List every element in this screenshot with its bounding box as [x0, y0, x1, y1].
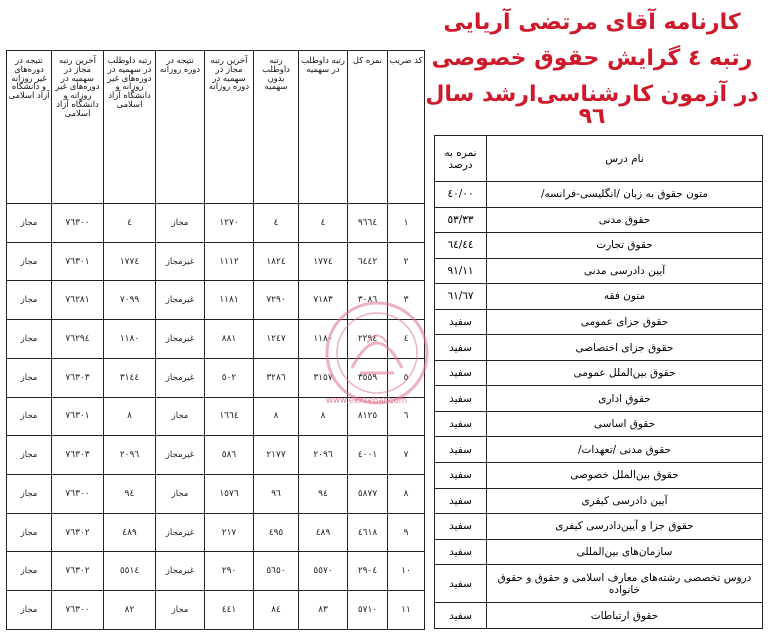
- rank-table-row: [7, 436, 425, 475]
- cell-total: ٥٨٧٧: [348, 475, 388, 514]
- subject-row: [435, 207, 763, 233]
- subject-name: سازمان‌های بین‌المللی: [487, 539, 763, 565]
- subject-name: حقوق اداری: [487, 386, 763, 412]
- header-rank-no-quota: رتبه داوطلب بدون سهمیه: [254, 51, 299, 204]
- cell-rank-no-quota: ٩٦: [254, 475, 299, 514]
- cell-rank-no-quota: ٤٩٥: [254, 513, 299, 552]
- cell-rank-nonday: ١٧٧٤: [104, 242, 156, 281]
- cell-rank-no-quota: ٧٢٩٠: [254, 281, 299, 320]
- cell-result-nonday: مجاز: [7, 513, 52, 552]
- subject-name: متون فقه: [487, 284, 763, 310]
- subject-name: حقوق جزای اختصاصی: [487, 335, 763, 361]
- cell-rank-nonday: ٣١٤٤: [104, 358, 156, 397]
- cell-last-rank: ٨٨١: [205, 320, 254, 359]
- cell-rank-quota: ٤: [299, 204, 348, 243]
- subjects-table: [434, 135, 763, 629]
- subject-score: سفید: [435, 437, 487, 463]
- subject-name: آیین دادرسی کیفری: [487, 488, 763, 514]
- cell-last-rank: ١٦٦٤: [205, 397, 254, 436]
- subject-name: دروس تخصصی رشته‌های معارف اسلامی و حقوق و حقوق خانواده: [487, 565, 763, 603]
- cell-last-rank-nonday: ٧٦٢٩٤: [52, 320, 104, 359]
- subject-score: ٩١/١١: [435, 258, 487, 284]
- cell-rank-nonday: ٩٤: [104, 475, 156, 514]
- cell-rank-nonday: ٤: [104, 204, 156, 243]
- subject-row: [435, 386, 763, 412]
- subject-score: سفید: [435, 463, 487, 489]
- cell-last-rank: ١١٨١: [205, 281, 254, 320]
- cell-code: ١١: [388, 591, 425, 630]
- subject-row: [435, 603, 763, 629]
- subject-name: حقوق ارتباطات: [487, 603, 763, 629]
- cell-rank-nonday: ٥٥١٤: [104, 552, 156, 591]
- cell-rank-quota: ١١٨٠: [299, 320, 348, 359]
- subject-score: سفید: [435, 411, 487, 437]
- header-rank-quota: رتبه داوطلب در سهمیه: [299, 51, 348, 204]
- cell-code: ٨: [388, 475, 425, 514]
- rank-table-row: [7, 552, 425, 591]
- rank-table: [6, 50, 425, 630]
- subject-score: سفید: [435, 360, 487, 386]
- subject-row: [435, 565, 763, 603]
- subject-row: [435, 488, 763, 514]
- subject-row: [435, 309, 763, 335]
- cell-total: ٣٥٥٩: [348, 358, 388, 397]
- cell-total: ٤٦١٨: [348, 513, 388, 552]
- header-result-nonday: نتیجه در دوره‌های غیر روزانه و دانشگاه آزاد اسلامی: [7, 51, 52, 204]
- header-subject-name: نام درس: [487, 136, 763, 182]
- cell-code: ٥: [388, 358, 425, 397]
- cell-result-day: مجاز: [156, 204, 205, 243]
- cell-last-rank-nonday: ٧٦٣٠٢: [52, 552, 104, 591]
- cell-result-day: مجاز: [156, 591, 205, 630]
- header-subject-score: نمره به درصد: [435, 136, 487, 182]
- subject-row: [435, 182, 763, 208]
- cell-rank-no-quota: ٥٦٥٠: [254, 552, 299, 591]
- cell-total: ٢٩٠٤: [348, 552, 388, 591]
- subject-row: [435, 335, 763, 361]
- cell-rank-no-quota: ٨: [254, 397, 299, 436]
- report-title: [422, 6, 762, 128]
- cell-result-nonday: مجاز: [7, 281, 52, 320]
- subject-row: [435, 437, 763, 463]
- cell-last-rank: ٢٩٠: [205, 552, 254, 591]
- subject-name: آیین دادرسی مدنی: [487, 258, 763, 284]
- cell-rank-no-quota: ٢١٧٧: [254, 436, 299, 475]
- subject-name: حقوق مدنی /تعهدات/: [487, 437, 763, 463]
- cell-last-rank: ١٥٧٦: [205, 475, 254, 514]
- cell-last-rank-nonday: ٧٦٣٠٠: [52, 475, 104, 514]
- subject-score: ٥٣/٣٣: [435, 207, 487, 233]
- cell-result-nonday: مجاز: [7, 591, 52, 630]
- cell-result-day: غیرمجاز: [156, 436, 205, 475]
- cell-last-rank: ٥٨٦: [205, 436, 254, 475]
- cell-result-nonday: مجاز: [7, 242, 52, 281]
- subject-score: سفید: [435, 488, 487, 514]
- cell-last-rank-nonday: ٧٦٣٠٣: [52, 358, 104, 397]
- cell-result-day: غیرمجاز: [156, 358, 205, 397]
- subject-score: سفید: [435, 603, 487, 629]
- cell-total: ٦٤٤٢: [348, 242, 388, 281]
- header-code: کد ضریب: [388, 51, 425, 204]
- cell-code: ٤: [388, 320, 425, 359]
- cell-code: ١٠: [388, 552, 425, 591]
- header-total: نمره کل: [348, 51, 388, 204]
- cell-rank-quota: ٥٥٧٠: [299, 552, 348, 591]
- cell-rank-quota: ٧١٨٣: [299, 281, 348, 320]
- subject-score: ٦١/٦٧: [435, 284, 487, 310]
- cell-result-day: غیرمجاز: [156, 513, 205, 552]
- subject-name: متون حقوق به زبان /انگلیسی-فرانسه/: [487, 182, 763, 208]
- subjects-table-header: [435, 136, 763, 182]
- subject-row: [435, 284, 763, 310]
- rank-table-row: [7, 358, 425, 397]
- subject-row: [435, 539, 763, 565]
- cell-result-day: مجاز: [156, 397, 205, 436]
- title-line-2: رتبه ٤ گرایش حقوق خصوصی: [431, 46, 753, 71]
- subject-score: سفید: [435, 335, 487, 361]
- header-rank-nonday: رتبه داوطلب در سهمیه در دوره‌های غیر روزانه و دانشگاه آزاد اسلامی: [104, 51, 156, 204]
- cell-rank-no-quota: ١٨٢٤: [254, 242, 299, 281]
- cell-rank-quota: ٤٨٩: [299, 513, 348, 552]
- cell-total: ٤٠٠١: [348, 436, 388, 475]
- subject-name: حقوق اساسی: [487, 411, 763, 437]
- cell-rank-no-quota: ٨٤: [254, 591, 299, 630]
- cell-result-day: غیرمجاز: [156, 552, 205, 591]
- cell-rank-quota: ١٧٧٤: [299, 242, 348, 281]
- subject-row: [435, 411, 763, 437]
- subject-row: [435, 233, 763, 259]
- cell-last-rank-nonday: ٧٦٣٠٢: [52, 513, 104, 552]
- cell-rank-nonday: ١١٨٠: [104, 320, 156, 359]
- subject-name: حقوق مدنی: [487, 207, 763, 233]
- subject-name: حقوق بین‌الملل عمومی: [487, 360, 763, 386]
- cell-last-rank-nonday: ٧٦٣٠٣: [52, 436, 104, 475]
- subject-name: حقوق جزا و آیین‌دادرسی کیفری: [487, 514, 763, 540]
- cell-result-nonday: مجاز: [7, 475, 52, 514]
- subject-score: سفید: [435, 386, 487, 412]
- rank-table-row: [7, 204, 425, 243]
- cell-result-day: غیرمجاز: [156, 281, 205, 320]
- subject-score: ٦٤/٤٤: [435, 233, 487, 259]
- cell-rank-no-quota: ١٢٤٧: [254, 320, 299, 359]
- subject-score: ٤٠/٠٠: [435, 182, 487, 208]
- cell-last-rank: ١٢٧٠: [205, 204, 254, 243]
- cell-code: ١: [388, 204, 425, 243]
- cell-rank-no-quota: ٤: [254, 204, 299, 243]
- cell-total: ٥٧١٠: [348, 591, 388, 630]
- subject-score: سفید: [435, 309, 487, 335]
- subject-score: سفید: [435, 539, 487, 565]
- cell-code: ٣: [388, 281, 425, 320]
- subject-row: [435, 514, 763, 540]
- title-line-1: کارنامه آقای مرتضی آریایی: [443, 10, 741, 35]
- subject-name: حقوق جزای عمومی: [487, 309, 763, 335]
- header-last-rank-day: آخرین رتبه مجاز در سهمیه در دوره روزانه: [205, 51, 254, 204]
- cell-rank-nonday: ٨: [104, 397, 156, 436]
- rank-table-row: [7, 513, 425, 552]
- cell-total: ٣٠٨٦: [348, 281, 388, 320]
- rank-table-row: [7, 591, 425, 630]
- rank-table-row: [7, 242, 425, 281]
- cell-code: ٦: [388, 397, 425, 436]
- cell-code: ٩: [388, 513, 425, 552]
- cell-last-rank: ٤٤١: [205, 591, 254, 630]
- cell-total: ٨١٢٥: [348, 397, 388, 436]
- rank-table-row: [7, 475, 425, 514]
- cell-rank-nonday: ٤٨٩: [104, 513, 156, 552]
- cell-rank-no-quota: ٣٢٨٦: [254, 358, 299, 397]
- subject-name: حقوق تجارت: [487, 233, 763, 259]
- cell-result-day: غیرمجاز: [156, 320, 205, 359]
- rank-table-header: [7, 51, 425, 204]
- cell-result-nonday: مجاز: [7, 320, 52, 359]
- header-result-day: نتیجه در دوره روزانه: [156, 51, 205, 204]
- cell-last-rank-nonday: ٧٦٢٨١: [52, 281, 104, 320]
- cell-total: ٩٦٦٤: [348, 204, 388, 243]
- subject-score: سفید: [435, 514, 487, 540]
- rank-table-row: [7, 320, 425, 359]
- cell-result-nonday: مجاز: [7, 552, 52, 591]
- cell-last-rank: ٢١٧: [205, 513, 254, 552]
- cell-rank-nonday: ٧٠٩٩: [104, 281, 156, 320]
- cell-result-nonday: مجاز: [7, 358, 52, 397]
- watermark-url: www.ekhtebar.com: [326, 396, 408, 406]
- cell-code: ٢: [388, 242, 425, 281]
- cell-rank-quota: ٨٣: [299, 591, 348, 630]
- title-line-3: در آزمون کارشناسی‌ارشد سال ٩٦: [425, 82, 759, 129]
- cell-rank-quota: ٢٠٩٦: [299, 436, 348, 475]
- cell-result-nonday: مجاز: [7, 397, 52, 436]
- cell-result-day: غیرمجاز: [156, 242, 205, 281]
- cell-rank-quota: ٨: [299, 397, 348, 436]
- cell-rank-nonday: ٢٠٩٦: [104, 436, 156, 475]
- cell-code: ٧: [388, 436, 425, 475]
- cell-rank-nonday: ٨٢: [104, 591, 156, 630]
- subject-row: [435, 463, 763, 489]
- cell-result-nonday: مجاز: [7, 436, 52, 475]
- cell-result-nonday: مجاز: [7, 204, 52, 243]
- cell-last-rank-nonday: ٧٦٣٠٠: [52, 204, 104, 243]
- cell-last-rank-nonday: ٧٦٣٠٠: [52, 591, 104, 630]
- subject-row: [435, 360, 763, 386]
- rank-table-row: [7, 281, 425, 320]
- cell-last-rank-nonday: ٧٦٣٠١: [52, 397, 104, 436]
- cell-rank-quota: ٩٤: [299, 475, 348, 514]
- cell-last-rank: ٥٠٢: [205, 358, 254, 397]
- cell-rank-quota: ٣١٥٧: [299, 358, 348, 397]
- cell-last-rank-nonday: ٧٦٣٠١: [52, 242, 104, 281]
- subject-name: حقوق بین‌الملل خصوصی: [487, 463, 763, 489]
- header-last-rank-nonday: آخرین رتبه مجاز در سهمیه در دوره‌های غیر روزانه و دانشگاه آزاد اسلامی: [52, 51, 104, 204]
- subject-row: [435, 258, 763, 284]
- cell-result-day: مجاز: [156, 475, 205, 514]
- cell-total: ٢٢٩٤: [348, 320, 388, 359]
- cell-last-rank: ١١١٢: [205, 242, 254, 281]
- subject-score: سفید: [435, 565, 487, 603]
